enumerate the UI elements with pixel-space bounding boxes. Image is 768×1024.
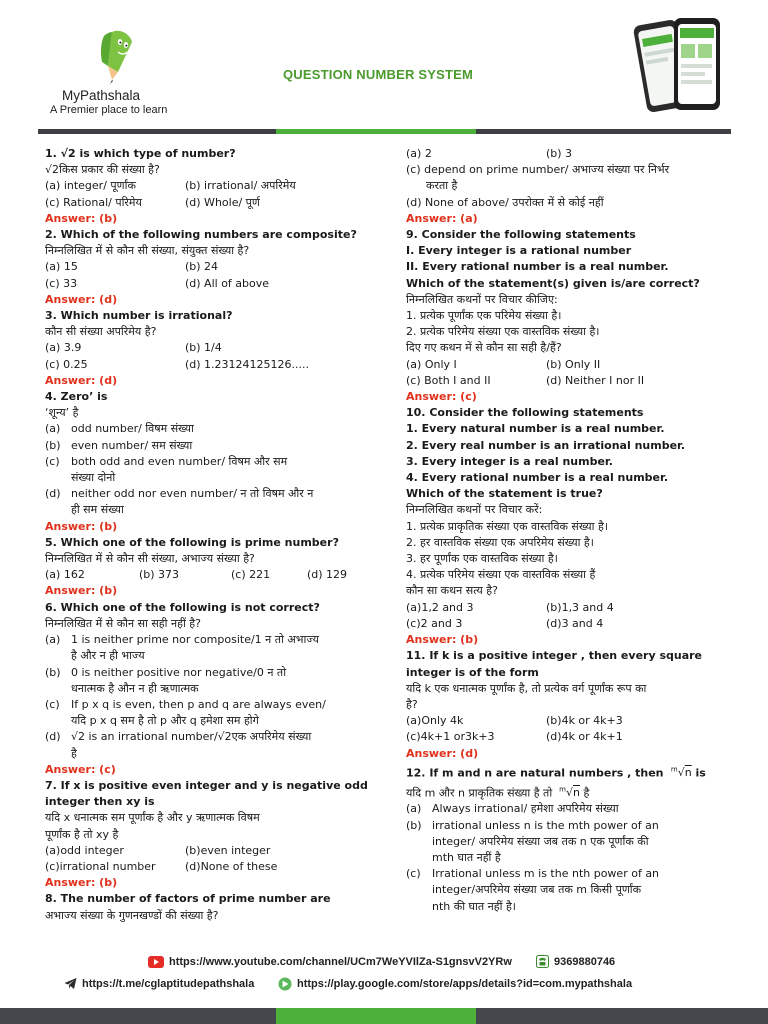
option: (a) Only I <box>406 357 457 371</box>
option-key: (c) <box>45 454 60 468</box>
statement: I. Every integer is a rational number <box>406 244 632 258</box>
question-text: Which of the statement(s) given is/are correct? <box>406 276 700 290</box>
option <box>45 729 365 761</box>
option <box>45 632 365 664</box>
option: (c) 0.25 <box>45 357 88 371</box>
question-text-hindi: यदि k एक धनात्मक पूर्णांक है, तो प्रत्येक वर्ग पूर्णांक रूप का <box>406 681 647 695</box>
option: (a) integer/ पूर्णांक <box>45 179 136 193</box>
question-text: 4. Zero’ is <box>45 390 108 404</box>
question-text: 7. If x is positive even integer and y is negative odd <box>45 778 368 792</box>
playstore-link[interactable] <box>278 977 632 991</box>
options-row <box>406 713 724 729</box>
option: (c)4k+1 or3k+3 <box>406 730 495 744</box>
option <box>406 818 724 867</box>
option-text: Always irrational/ हमेशा अपरिमेय संख्या <box>432 802 619 816</box>
telegram-icon <box>64 977 77 990</box>
option <box>45 421 365 437</box>
option: (a)Only 4k <box>406 714 464 728</box>
question-text-hindi: निम्नलिखित में से कौन सी संख्या, अभाज्य संख्या है? <box>45 552 255 566</box>
right-column <box>406 146 724 915</box>
option <box>45 438 365 454</box>
question-text-hindi: निम्नलिखित में से कौन सी संख्या, संयुक्त संख्या है? <box>45 244 250 258</box>
option-text: है और न ही भाज्य <box>71 649 145 663</box>
options-row <box>406 357 724 373</box>
question-text-hindi: ‘शून्य’ है <box>45 406 79 420</box>
option-key: (b) <box>45 665 61 679</box>
brand-name: MyPathshala <box>62 88 141 103</box>
option: (c) Both I and II <box>406 373 491 387</box>
option-key: (b) <box>45 438 61 452</box>
footer-bar-accent <box>276 1008 476 1024</box>
option: (d)None of these <box>185 859 278 873</box>
option-key: (a) <box>406 802 422 816</box>
statement-hindi: 2. प्रत्येक परिमेय संख्या एक वास्तविक संख्या है। <box>406 325 600 339</box>
option: (b) 373 <box>139 568 180 582</box>
question-text-hindi: निम्नलिखित में से कौन सा सही नहीं है? <box>45 616 201 630</box>
answer: Answer: (b) <box>45 876 118 890</box>
options-row <box>406 373 724 389</box>
answer: Answer: (b) <box>45 211 118 225</box>
option-key: (a) <box>45 422 61 436</box>
option-text: धनात्मक है औन न ही ऋणात्मक <box>71 681 199 695</box>
option: (d)3 and 4 <box>546 616 604 630</box>
question-text: Which of the statement is true? <box>406 487 603 501</box>
question-text-hindi-main: यदि m और n प्राकृतिक संख्या है तो <box>406 786 553 800</box>
option: (c) depend on prime number/ अभाज्य संख्या पर निर्भर <box>406 163 670 177</box>
answer: Answer: (d) <box>45 292 118 306</box>
option: (a) 3.9 <box>45 341 82 355</box>
options-row <box>406 616 724 632</box>
option: (c) 221 <box>231 568 271 582</box>
statement-hindi: 1. प्रत्येक पूर्णांक एक परिमेय संख्या है। <box>406 309 562 323</box>
question-text: integer is of the form <box>406 665 539 679</box>
option-text: even number/ सम संख्या <box>71 438 193 452</box>
question-text-hindi: कौन सी संख्या अपरिमेय है? <box>45 325 157 339</box>
option: (a)odd integer <box>45 843 124 857</box>
page-header <box>0 0 768 130</box>
question-text-hindi: कौन सा कथन सत्य है? <box>406 584 498 598</box>
option: (d)4k or 4k+1 <box>546 730 623 744</box>
options-row <box>45 340 365 356</box>
answer: Answer: (d) <box>45 373 118 387</box>
question-text: integer then xy is <box>45 795 155 809</box>
question-text-tail: is <box>695 766 706 780</box>
question-text-hindi: निम्नलिखित कथनों पर विचार कीजिए: <box>406 292 558 306</box>
option <box>45 486 365 518</box>
answer: Answer: (b) <box>45 584 118 598</box>
question-text-hindi: अभाज्य संख्या के गुणनखण्डों की संख्या है? <box>45 908 219 922</box>
option: (b) 24 <box>185 260 219 274</box>
question-text-hindi: है? <box>406 697 418 711</box>
question-text: 2. Which of the following numbers are composite? <box>45 228 357 242</box>
options-row <box>45 259 365 275</box>
answer: Answer: (a) <box>406 211 478 225</box>
option <box>45 454 365 486</box>
option: (c) 33 <box>45 276 78 290</box>
option: (b) irrational/ अपरिमेय <box>185 179 296 193</box>
answer: Answer: (b) <box>45 519 118 533</box>
option: (b)4k or 4k+3 <box>546 714 623 728</box>
option: (a) 2 <box>406 147 432 160</box>
root-radicand: n <box>684 766 692 780</box>
option: (c)2 and 3 <box>406 616 463 630</box>
phone-icon <box>536 955 549 968</box>
telegram-link[interactable] <box>64 977 254 990</box>
option: (b) 1/4 <box>185 341 222 355</box>
option: (d) All of above <box>185 276 270 290</box>
option: (b) 3 <box>546 147 573 160</box>
option: (a) 15 <box>45 260 78 274</box>
option-key: (d) <box>45 487 61 501</box>
question-text: 8. The number of factors of prime number are <box>45 892 331 906</box>
option-text: है <box>71 746 77 760</box>
nth-root-expression: $^m$√n <box>559 785 580 800</box>
option: (b)1,3 and 4 <box>546 600 614 614</box>
option-text: √2 is an irrational number/√2एक अपरिमेय संख्या <box>71 730 312 744</box>
question-text-hindi: यदि x धनात्मक सम पूर्णांक है और y ऋणात्मक विषम <box>45 811 260 825</box>
question-text-hindi <box>406 782 724 802</box>
statement: 3. Every integer is a real number. <box>406 454 613 468</box>
youtube-icon <box>148 956 164 968</box>
statement: 2. Every real number is an irrational number. <box>406 438 686 452</box>
option-key: (c) <box>45 697 60 711</box>
statement-hindi: 2. हर वास्तविक संख्या एक अपरिमेय संख्या है। <box>406 535 594 549</box>
left-column <box>45 146 368 924</box>
question-text: 1. √2 is which type of number? <box>45 147 236 160</box>
option-text: ही सम संख्या <box>71 503 124 517</box>
question-text: 3. Which number is irrational? <box>45 309 233 323</box>
option-text: odd number/ विषम संख्या <box>71 422 194 436</box>
option: (c) Rational/ परिमेय <box>45 195 142 209</box>
option: (d) 129 <box>307 568 348 582</box>
answer: Answer: (c) <box>406 390 477 404</box>
question-text-hindi-tail: है <box>583 786 590 800</box>
option-text: both odd and even number/ विषम और सम <box>71 454 288 468</box>
phones-illustration <box>632 14 730 118</box>
question-text: 9. Consider the following statements <box>406 228 636 242</box>
option-text: Irrational unless m is the nth power of an <box>432 867 660 881</box>
playstore-icon <box>278 977 292 991</box>
statement: 1. Every natural number is a real number. <box>406 422 665 436</box>
question-text-main: 12. If m and n are natural numbers , then <box>406 766 664 780</box>
root-index: m <box>559 785 566 794</box>
option: (c)irrational number <box>45 859 156 873</box>
answer: Answer: (d) <box>406 746 479 760</box>
option-text: 0 is neither positive nor negative/0 न तो <box>71 665 287 679</box>
option: करता है <box>426 179 458 193</box>
option <box>406 866 724 915</box>
options-row <box>45 843 365 859</box>
option-text: neither odd nor even number/ न तो विषम और न <box>71 487 314 501</box>
question-text: 5. Which one of the following is prime number? <box>45 535 339 549</box>
options-row <box>45 357 365 373</box>
statement: II. Every rational number is a real number. <box>406 260 669 274</box>
option-key: (d) <box>45 730 61 744</box>
statement: 4. Every rational number is a real number. <box>406 471 669 485</box>
options-row <box>406 600 724 616</box>
question-text: 10. Consider the following statements <box>406 406 644 420</box>
options-row <box>45 178 365 194</box>
option: (b) Only II <box>546 357 601 371</box>
options-row <box>45 195 365 211</box>
option: (b)even integer <box>185 843 271 857</box>
option: (a) 162 <box>45 568 85 582</box>
youtube-link[interactable] <box>148 956 512 968</box>
statement-hindi: 4. प्रत्येक परिमेय संख्या एक वास्तविक संख्या हैं <box>406 568 596 582</box>
page-title: QUESTION NUMBER SYSTEM <box>283 67 474 82</box>
question-text: 11. If k is a positive integer , then every square <box>406 649 703 663</box>
question-text-hindi: पूर्णांक है तो xy है <box>45 827 119 841</box>
option: (a)1,2 and 3 <box>406 600 474 614</box>
pencil-logo-icon <box>98 26 138 90</box>
youtube-url[interactable]: https://www.youtube.com/channel/UCm7WeYVIlZa-S1gnsvV2YRw <box>169 956 512 968</box>
option-text: nth की घात नहीं है। <box>432 899 516 913</box>
question-text <box>406 762 724 782</box>
option: (d) Neither I nor II <box>546 373 645 387</box>
statement-hindi: 1. प्रत्येक प्राकृतिक संख्या एक वास्तविक संख्या है। <box>406 519 609 533</box>
question-text-hindi: दिए गए कथन में से कौन सा सही है/हैं? <box>406 341 562 355</box>
question-text: 6. Which one of the following is not correct? <box>45 600 320 614</box>
statement-hindi: 3. हर पूर्णांक एक वास्तविक संख्या है। <box>406 552 558 566</box>
option-key: (b) <box>406 818 422 832</box>
options-row <box>406 729 724 745</box>
options-row <box>45 567 365 583</box>
answer: Answer: (c) <box>45 762 116 776</box>
option-text: संख्या दोनो <box>71 471 116 485</box>
phone-number: 9369880746 <box>554 955 616 968</box>
root-index: m <box>670 765 678 774</box>
option: (d) Whole/ पूर्ण <box>185 195 260 209</box>
option: (d) 1.23124125126..... <box>185 357 310 371</box>
brand-tagline: A Premier place to learn <box>50 104 168 116</box>
option <box>45 697 365 729</box>
option-text: irrational unless n is the mth power of an <box>432 818 659 832</box>
option <box>45 665 365 697</box>
option: (d) None of above/ उपरोक्त में से कोई नहीं <box>406 195 604 209</box>
options-row <box>45 276 365 292</box>
phone-contact <box>536 955 615 968</box>
option-text: mth घात नहीं है <box>432 851 501 865</box>
playstore-url[interactable]: https://play.google.com/store/apps/details?id=com.mypathshala <box>297 978 633 990</box>
options-row <box>406 146 724 162</box>
answer: Answer: (b) <box>406 633 479 647</box>
option-text: If p x q is even, then p and q are always even/ <box>71 697 326 711</box>
nth-root-expression: $^m$√n <box>670 765 692 780</box>
option <box>406 801 724 817</box>
telegram-url[interactable]: https://t.me/cglaptitudepathshala <box>82 977 255 990</box>
options-row <box>45 859 365 875</box>
question-text-hindi: √2किस प्रकार की संख्या है? <box>45 163 160 177</box>
header-divider-accent <box>276 129 476 134</box>
option-text: 1 is neither prime nor composite/1 न तो अभाज्य <box>71 633 320 647</box>
question-text-hindi: निम्नलिखित कथनों पर विचार करें: <box>406 503 543 517</box>
option-text: यदि p x q सम है तो p और q हमेशा सम होगे <box>71 714 259 728</box>
option-text: integer/ अपरिमेय संख्या जब तक n एक पूर्णांक की <box>432 834 649 848</box>
option-key: (a) <box>45 633 61 647</box>
option-text: integer/अपरिमेय संख्या जब तक m किसी पूर्णांक <box>432 883 642 897</box>
root-radicand: n <box>573 786 580 800</box>
option-key: (c) <box>406 867 421 881</box>
